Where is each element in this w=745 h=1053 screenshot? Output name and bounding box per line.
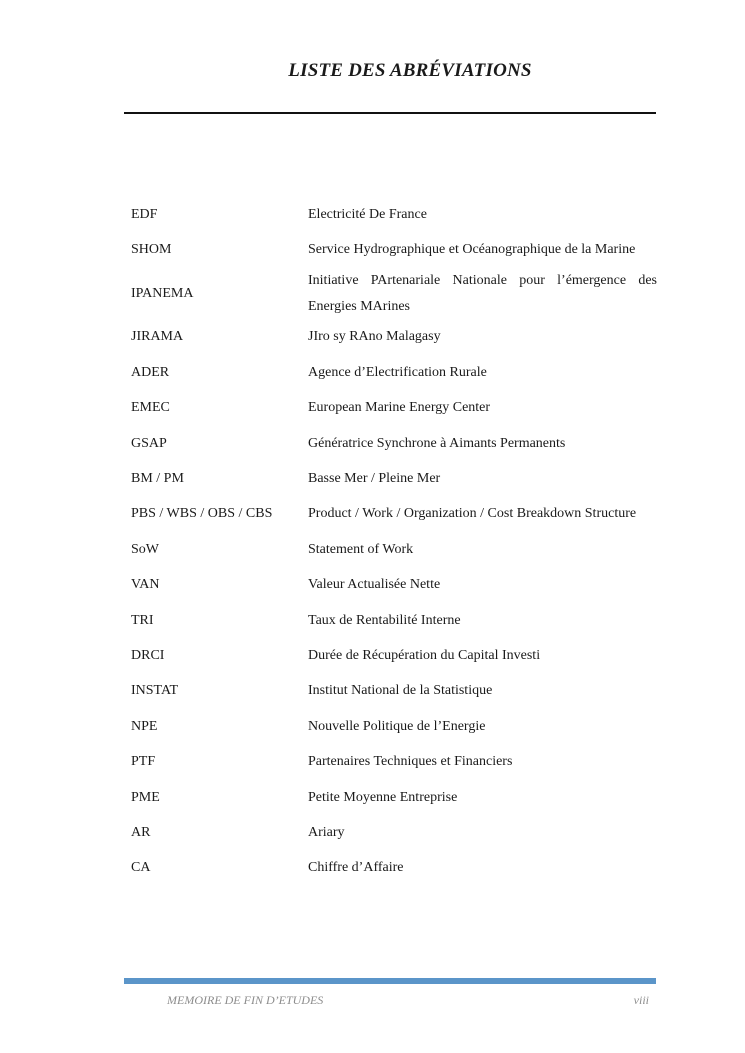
abbreviation-meaning: Durée de Récupération du Capital Investi: [308, 647, 541, 663]
abbreviation-meaning: Product / Work / Organization / Cost Breakdown Structure: [308, 506, 637, 522]
list-item: [131, 268, 657, 320]
abbreviation-code: SoW: [131, 541, 159, 557]
abbreviation-code: PBS / WBS / OBS / CBS: [131, 506, 273, 522]
list-item: [131, 461, 657, 496]
abbreviation-meaning: Valeur Actualisée Nette: [308, 577, 441, 593]
list-item: [131, 497, 657, 532]
abbreviation-meaning: Génératrice Synchrone à Aimants Permanents: [308, 435, 566, 451]
list-item: [131, 197, 657, 232]
abbreviation-meaning: Petite Moyenne Entreprise: [308, 789, 458, 805]
list-item: [131, 780, 657, 815]
list-item: [131, 744, 657, 779]
abbreviation-code: NPE: [131, 718, 158, 734]
abbreviation-meaning: Electricité De France: [308, 206, 427, 222]
list-item: [131, 815, 657, 850]
abbreviation-code: JIRAMA: [131, 329, 184, 345]
abbreviation-meaning: Basse Mer / Pleine Mer: [308, 471, 441, 487]
list-item: [131, 674, 657, 709]
abbreviation-code: CA: [131, 860, 151, 876]
abbreviation-meaning: JIro sy RAno Malagasy: [308, 329, 441, 345]
abbreviation-list: [131, 197, 657, 886]
abbreviation-code: INSTAT: [131, 683, 179, 699]
abbreviation-meaning: Initiative PArtenariale Nationale pour l’émergence des Energies MArines: [308, 272, 657, 314]
title-divider: [124, 112, 656, 114]
abbreviation-code: DRCI: [131, 647, 165, 663]
list-item: [131, 232, 657, 267]
page-title: LISTE DES ABRÉVIATIONS: [288, 60, 532, 81]
abbreviation-code: EDF: [131, 206, 158, 222]
abbreviation-meaning: Service Hydrographique et Océanographique de la Marine: [308, 242, 636, 258]
abbreviation-meaning: European Marine Energy Center: [308, 400, 491, 416]
list-item: [131, 709, 657, 744]
abbreviation-code: GSAP: [131, 435, 167, 451]
abbreviation-code: IPANEMA: [131, 285, 194, 301]
abbreviation-meaning: Agence d’Electrification Rurale: [308, 364, 487, 380]
abbreviation-meaning: Taux de Rentabilité Interne: [308, 612, 461, 628]
footer-label: MEMOIRE DE FIN D’ETUDES: [167, 993, 324, 1007]
abbreviation-meaning: Ariary: [308, 824, 345, 840]
abbreviation-meaning: Partenaires Techniques et Financiers: [308, 754, 513, 770]
list-item: [131, 355, 657, 390]
list-item: [131, 532, 657, 567]
abbreviation-code: ADER: [131, 364, 170, 380]
abbreviation-code: EMEC: [131, 400, 170, 416]
abbreviation-meaning: Statement of Work: [308, 541, 414, 557]
abbreviation-meaning: Institut National de la Statistique: [308, 683, 493, 699]
abbreviation-code: PTF: [131, 754, 156, 770]
abbreviation-code: SHOM: [131, 242, 172, 258]
list-item: [131, 603, 657, 638]
list-item: [131, 851, 657, 886]
abbreviation-code: PME: [131, 789, 160, 805]
list-item: [131, 426, 657, 461]
list-item: [131, 320, 657, 355]
list-item: [131, 568, 657, 603]
abbreviation-code: BM / PM: [131, 471, 184, 487]
abbreviation-code: VAN: [131, 577, 160, 593]
page-number: viii: [633, 993, 649, 1007]
list-item: [131, 391, 657, 426]
abbreviation-code: TRI: [131, 612, 154, 628]
abbreviation-code: AR: [131, 824, 151, 840]
footer-divider: [124, 978, 656, 984]
abbreviation-meaning: Chiffre d’Affaire: [308, 860, 404, 876]
abbreviation-meaning: Nouvelle Politique de l’Energie: [308, 718, 486, 734]
list-item: [131, 638, 657, 673]
